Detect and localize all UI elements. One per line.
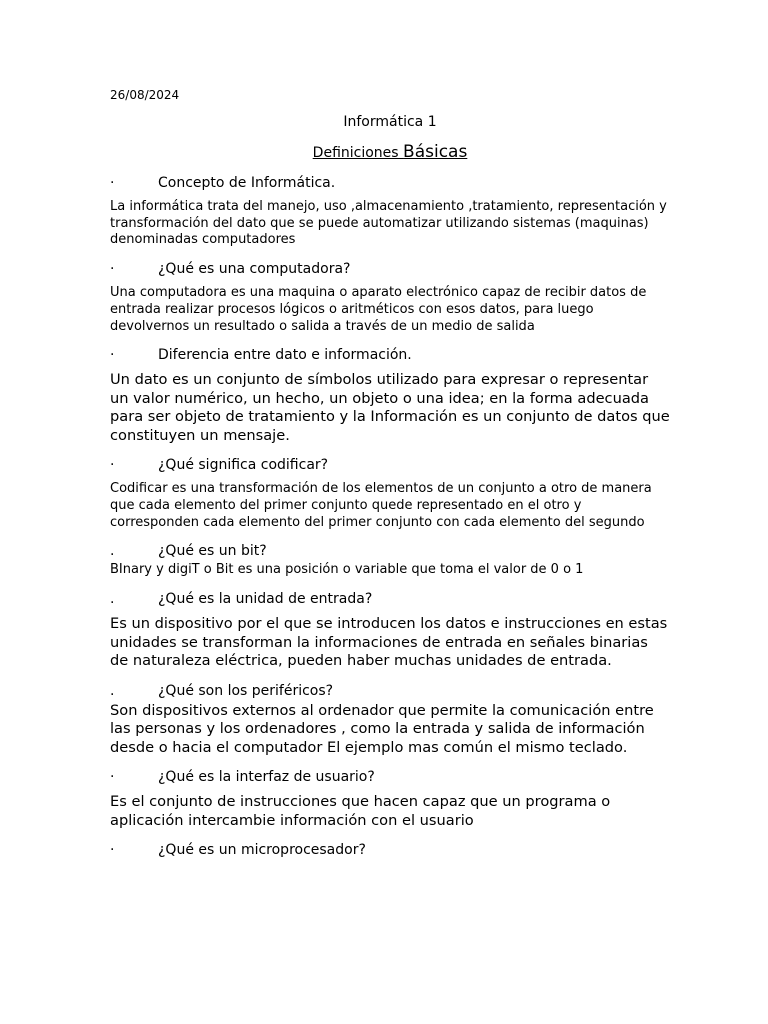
question-text: ¿Qué significa codificar? — [158, 457, 329, 474]
bullet-marker: · — [110, 457, 115, 474]
question-heading — [110, 173, 670, 193]
question-text: ¿Qué es la unidad de entrada? — [158, 591, 373, 608]
question-heading — [110, 259, 670, 279]
bullet-marker: · — [110, 347, 115, 364]
document-date: 26/08/2024 — [110, 88, 180, 102]
bullet-marker: . — [110, 591, 115, 608]
answer-paragraph: Son dispositivos externos al ordenador que permite la comunicación entre las personas y los ordenadores , como la entrada y salida de información desde o hacia el computador El ejemplo mas común el mismo teclado. — [110, 701, 654, 756]
answer-paragraph: Es el conjunto de instrucciones que hacen capaz que un programa o aplicación intercambie información con el usuario — [110, 793, 611, 829]
answer-paragraph: BInary y digiT o Bit es una posición o variable que toma el valor de 0 o 1 — [110, 562, 584, 578]
bullet-marker: · — [110, 842, 115, 859]
answer-paragraph: Codificar es una transformación de los elementos de un conjunto a otro de manera que cada elemento del primer conjunto quede representado en el otro y corresponden cada elemento del primer conjunto con cada elemento del segundo — [110, 481, 652, 530]
question-heading — [110, 589, 670, 609]
question-heading — [110, 541, 670, 561]
bullet-marker: . — [110, 682, 115, 699]
answer-paragraph: Una computadora es una maquina o aparato electrónico capaz de recibir datos de entrada realizar procesos lógicos o aritméticos con esos datos, para luego devolvernos un resultado o salida a través de un medio de salida — [110, 285, 647, 334]
title-part-2: Básicas — [403, 142, 468, 162]
title-part-1: Definiciones — [312, 145, 404, 161]
question-text: ¿Qué es un bit? — [158, 543, 267, 560]
question-text: ¿Qué es un microprocesador? — [158, 842, 366, 859]
question-text: Concepto de Informática. — [158, 175, 336, 191]
question-heading — [110, 455, 670, 475]
question-heading — [110, 681, 670, 701]
answer-paragraph: Es un dispositivo por el que se introducen los datos e instrucciones en estas unidades se transforman la informaciones de entrada en señales binarias de naturaleza eléctrica, pueden haber muchas unidades de entrada. — [110, 615, 668, 670]
question-text: Diferencia entre dato e información. — [158, 347, 412, 364]
question-text: ¿Qué es la interfaz de usuario? — [158, 769, 375, 786]
course-title: Informática 1 — [343, 114, 437, 130]
answer-paragraph: Un dato es un conjunto de símbolos utilizado para expresar o representar un valor numérico, un hecho, un objeto o una idea; en la forma adecuada para ser objeto de tratamiento y la Información es un conjunto de datos que constituyen un mensaje. — [110, 371, 670, 444]
question-heading — [110, 767, 670, 787]
question-text: ¿Qué es una computadora? — [158, 261, 351, 278]
document-page — [110, 86, 670, 860]
question-heading — [110, 345, 670, 365]
answer-paragraph: La informática trata del manejo, uso ,almacenamiento ,tratamiento, representación y transformación del dato que se puede automatizar utilizando sistemas (maquinas) denominadas computadores — [110, 199, 667, 248]
bullet-marker: · — [110, 261, 115, 278]
bullet-marker: . — [110, 543, 115, 560]
document-title — [110, 139, 670, 166]
bullet-marker: · — [110, 769, 115, 786]
bullet-marker: · — [110, 175, 115, 191]
question-heading — [110, 840, 670, 860]
question-text: ¿Qué son los periféricos? — [158, 682, 334, 699]
